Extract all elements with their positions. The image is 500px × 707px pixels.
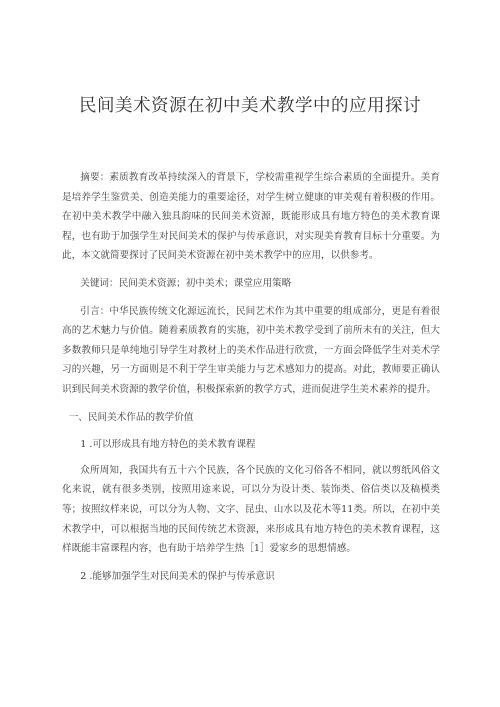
spacer	[62, 559, 440, 567]
subsection-heading: 1 .可以形成具有地方特色的美术教育课程	[80, 439, 256, 451]
section-heading: 一、民间美术作品的教学价值	[68, 411, 194, 423]
spacer	[62, 266, 440, 274]
abstract-paragraph: 摘要：素质教育改革持续深入的背景下，学校需重视学生综合素质的全面提升。美育是培养学生鉴赏美、创造美能力的重要途径，对学生树立健康的审美观有着积极的作用。在初中美术教学中融入独具韵味的民间美术资源，既能形成具有地方特色的美术教育课程，也有助于加强学生对民间美术的保护与传承意识，对实现美育教育目标十分重要。为此，本文就简要探讨了民间美术资源在初中美术教学中的应用，以供参考。	[62, 172, 440, 262]
subsection-heading: 2 .能够加强学生对民间美术的保护与传承意识	[80, 570, 275, 582]
document-title: 民间美术资源在初中美术教学中的应用探讨	[79, 96, 421, 116]
introduction-paragraph: 引言：中华民族传统文化源远流长，民间艺术作为其中重要的组成部分，更是有着很高的艺术魅力与价值。随着素质教育的实施，初中美术教学受到了前所未有的关注，但大多数教师只是单纯地引导学生对教材上的美术作品进行欣赏，一方面会降低学生对美术学习的兴趣，另一方面则是不利于学生审美能力与艺术感知力的提高。对此，教师要正确认识到民间美术资源的教学价值，积极探索新的教学方式，进而促进学生美术素养的提升。	[62, 305, 440, 395]
spacer	[62, 400, 440, 408]
spacer	[62, 427, 440, 435]
spacer	[62, 294, 440, 302]
keywords-paragraph: 关键词：民间美术资源；初中美术；课堂应用策略	[80, 277, 292, 289]
document-body	[62, 168, 440, 586]
subsection-paragraph: 众所周知，我国共有五十六个民族，各个民族的文化习俗各不相同，就以剪纸风俗文化来说，就有很多类别，按照用途来说，可以分为设计类、装饰类、俗信类以及稿模类等；按照纹样来说，可以分为人物、文字、昆虫、山水以及花木等11类。所以，在初中美术教学中，可以根据当地的民间传统艺术资源，来形成具有地方特色的美术教育课程，这样既能丰富课程内容，也有助于培养学生热［1］爱家乡的思想情感。	[62, 464, 440, 555]
